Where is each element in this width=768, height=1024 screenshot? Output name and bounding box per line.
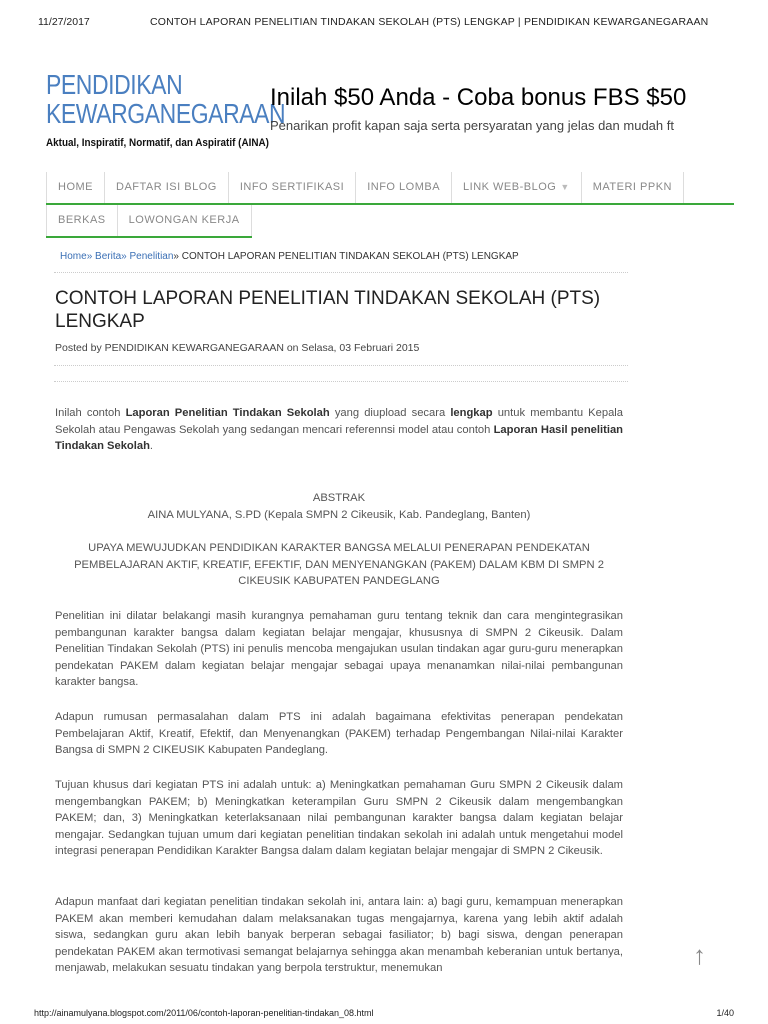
intro-bold: Laporan Hasil penelitian Tindakan Sekolah	[55, 423, 623, 452]
intro-bold: lengkap	[450, 407, 493, 419]
post-intro	[55, 405, 623, 455]
post-title: CONTOH LAPORAN PENELITIAN TINDAKAN SEKOLAH (PTS) LENGKAP	[55, 288, 601, 332]
ad-headline[interactable]: Inilah $50 Anda - Coba bonus FBS $50	[270, 84, 687, 111]
divider	[54, 365, 628, 366]
nav-item-home[interactable]: HOME	[46, 172, 105, 203]
site-title-line2[interactable]: KEWARGANEGARAAN	[46, 98, 286, 129]
research-title: UPAYA MEWUJUDKAN PENDIDIKAN KARAKTER BANGSA MELALUI PENERAPAN PENDEKATAN PEMBELAJARAN AKTIF, KREATIF, EFEKTIF, DAN MENYENANGKAN (PAKEM) DALAM KBM DI SMPN 2 CIKEUSIK KABUPATEN PANDEGLANG	[74, 542, 604, 587]
breadcrumb-penelitian[interactable]: Penelitian	[129, 251, 174, 262]
print-date: 11/27/2017	[38, 16, 90, 28]
intro-text: .	[149, 440, 154, 452]
print-page-title: CONTOH LAPORAN PENELITIAN TINDAKAN SEKOLAH (PTS) LENGKAP | PENDIDIKAN KEWARGANEGARAAN	[150, 16, 709, 28]
divider	[54, 272, 628, 273]
paragraph-1: Penelitian ini dilatar belakangi masih kurangnya pemahaman guru tentang teknik dan cara mengintegrasikan pembangunan karakter bangsa dalam kegiatan belajar mengajar, khususnya di SMPN 2 Cikeusik. Dalam Penelitian Tindakan Sekolah (PTS) ini penulis mencoba mengajukan usulan tindakan agar guru-guru menerapkan pendekatan PAKEM dalam kegiatan belajar mengajar sebagai upaya menanamkan nilai-nilai pembangunan karakter bangsa.	[55, 610, 623, 688]
nav-item-berkas[interactable]: BERKAS	[46, 205, 118, 236]
breadcrumb-berita[interactable]: Berita	[95, 251, 122, 262]
paragraph-3: Tujuan khusus dari kegiatan PTS ini adalah untuk: a) Meningkatkan pemahaman Guru SMPN 2 Cikeusik dalam mengembangkan PAKEM; b) Meningkatkan keterampilan Guru SMPN 2 Cikeusik dalam mengembangkan PAKEM; dan, 3) Meningkatkan keterlaksanaan nilai pembangunan karakter bangsa dalam kegiatan belajar mengajar. Sedangkan tujuan umum dari kegiatan penelitian tindakan sekolah ini adalah untuk mengetahui model integrasi penerapan Pendidikan Karakter Bangsa dalam dalam kegiatan belajar mengajar di SMPN 2 Cikeusik.	[55, 779, 623, 857]
breadcrumb-separator: »	[173, 251, 179, 262]
nav-item-info-lomba[interactable]: INFO LOMBA	[356, 172, 452, 203]
print-url: http://ainamulyana.blogspot.com/2011/06/contoh-laporan-penelitian-tindakan_08.html	[34, 1008, 374, 1018]
paragraph-4: Adapun manfaat dari kegiatan penelitian tindakan sekolah ini, antara lain: a) bagi guru, kemampuan menerapkan PAKEM akan memberi kemudahan dalam melaksanakan tugas mengajarnya, karena yang lebih aktif adalah siswa, sedangkan guru akan lebih banyak berperan sebagai fasiliator; b) bagi siswa, dengan penerapan pendekatan PAKEM akan termotivasi semangat belajarnya sehingga akan menambah keberanian untuk bertanya, menjawab, melakukan sesuatu tindakan yang berpola terstruktur, menemukan	[55, 896, 623, 974]
site-title[interactable]	[46, 69, 286, 129]
up-arrow-icon[interactable]: ↑	[693, 940, 706, 970]
breadcrumb-separator: »	[86, 251, 93, 262]
ad-banner[interactable]	[270, 84, 702, 133]
nav-item-link-web-blog[interactable]	[452, 172, 582, 203]
site-description: Aktual, Inspiratif, Normatif, dan Aspiratif (AINA)	[46, 137, 269, 149]
nav-item-materi-ppkn[interactable]: MATERI PPKN	[582, 172, 684, 203]
abstrak-heading: ABSTRAK	[312, 492, 366, 504]
chevron-down-icon: ▼	[560, 182, 570, 192]
nav-item-info-sertifikasi[interactable]: INFO SERTIFIKASI	[229, 172, 356, 203]
site-title-line1[interactable]: PENDIDIKAN	[46, 69, 183, 100]
intro-text: Inilah contoh	[55, 407, 126, 419]
paragraph-2: Adapun rumusan permasalahan dalam PTS ini adalah bagaimana efektivitas penerapan pendekatan Pembelajaran Aktif, Kreatif, Efektif, dan Menyenangkan (PAKEM) terhadap Pengembangan Nilai-nilai Karakter Bangsa di SMPN 2 CIKEUSIK Kabupaten Pandeglang.	[55, 711, 623, 756]
nav-item-lowongan-kerja[interactable]: LOWONGAN KERJA	[118, 205, 252, 236]
intro-text: yang diupload secara	[329, 407, 451, 419]
nav-item-link-web-blog-label: LINK WEB-BLOG	[463, 181, 557, 193]
ad-subtext[interactable]: Penarikan profit kapan saja serta persyaratan yang jelas dan mudah ft	[270, 118, 674, 133]
abstrak-author: AINA MULYANA, S.PD (Kepala SMPN 2 Cikeusik, Kab. Pandeglang, Banten)	[147, 509, 531, 521]
divider	[54, 381, 628, 382]
nav-row-1	[46, 172, 734, 205]
breadcrumb	[60, 251, 519, 262]
print-page-number: 1/40	[716, 1008, 734, 1018]
nav-row-2	[46, 205, 252, 238]
intro-bold: Laporan Penelitian Tindakan Sekolah	[125, 407, 330, 419]
post-meta: Posted by PENDIDIKAN KEWARGANEGARAAN on Selasa, 03 Februari 2015	[55, 342, 420, 354]
breadcrumb-home[interactable]: Home	[60, 251, 87, 262]
breadcrumb-separator: »	[121, 251, 127, 262]
breadcrumb-current: CONTOH LAPORAN PENELITIAN TINDAKAN SEKOLAH (PTS) LENGKAP	[181, 251, 519, 262]
nav-item-daftar-isi[interactable]: DAFTAR ISI BLOG	[105, 172, 229, 203]
intro-text: untuk membantu Kepala Sekolah atau Pengawas Sekolah yang sedangan mencari referennsi model atau contoh	[55, 407, 623, 436]
main-nav	[46, 172, 734, 236]
